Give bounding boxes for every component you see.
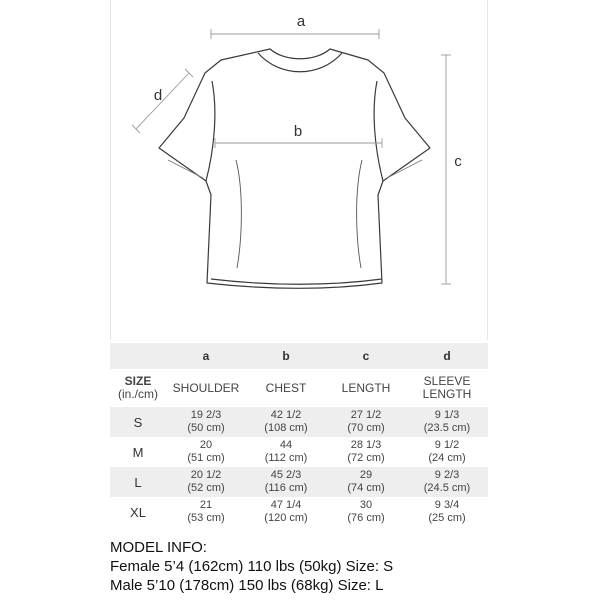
- table-cell: 21 (53 cm): [187, 499, 225, 524]
- header-top: CHEST: [265, 380, 307, 395]
- letter-cell-b: b: [246, 343, 326, 369]
- model-info-title: MODEL INFO:: [110, 539, 207, 556]
- size-header-top: SIZE: [124, 374, 152, 388]
- table-cell: 45 2/3 (116 cm): [246, 467, 326, 497]
- dimension-c-label: c: [454, 153, 462, 170]
- size-chart-table: [110, 343, 488, 527]
- letter-cell-size: [110, 343, 166, 369]
- table-cell: 30 (76 cm): [347, 499, 385, 524]
- table-cell: 28 1/3 (72 cm): [347, 439, 385, 464]
- letter-cell-a: a: [166, 343, 246, 369]
- dimension-d-label: d: [153, 87, 163, 104]
- table-letter-row: [110, 343, 488, 369]
- sleeve-length-column-header: [406, 369, 488, 407]
- table-cell: 9 3/4 (25 cm): [428, 499, 466, 524]
- model-info-line-female: Female 5’4 (162cm) 110 lbs (50kg) Size: S: [110, 558, 394, 575]
- header-bottom: LENGTH: [422, 387, 472, 401]
- table-row: [110, 497, 488, 527]
- dimension-a-line: [211, 29, 379, 39]
- size-header-bottom: (in./cm): [118, 387, 158, 401]
- table-cell: 44 (112 cm): [264, 439, 308, 464]
- shoulder-column-header: [166, 369, 246, 407]
- chest-column-header: [246, 369, 326, 407]
- table-cell: 42 1/2 (108 cm): [246, 407, 326, 437]
- table-header-row: [110, 369, 488, 407]
- dimension-d-line: [132, 69, 193, 133]
- size-cell: L: [110, 467, 166, 497]
- size-cell: XL: [130, 504, 146, 520]
- size-column-header: [110, 369, 166, 407]
- header-top: SHOULDER: [172, 380, 240, 395]
- table-cell: 47 1/4 (120 cm): [264, 499, 308, 524]
- table-row: [110, 437, 488, 467]
- dimension-a-label: a: [296, 13, 306, 30]
- table-cell: 9 1/3 (23.5 cm): [406, 407, 488, 437]
- table-cell: 29 (74 cm): [326, 467, 406, 497]
- table-cell: 9 1/2 (24 cm): [428, 439, 466, 464]
- letter-cell-c: c: [326, 343, 406, 369]
- table-row: [110, 407, 488, 437]
- table-cell: 20 1/2 (52 cm): [166, 467, 246, 497]
- table-cell: 20 (51 cm): [187, 439, 225, 464]
- model-info-line-male: Male 5’10 (178cm) 150 lbs (68kg) Size: L: [110, 577, 384, 594]
- size-cell: M: [132, 444, 144, 460]
- length-column-header: [326, 369, 406, 407]
- header-top: LENGTH: [341, 380, 391, 395]
- size-cell: S: [110, 407, 166, 437]
- dimension-b-label: b: [293, 123, 303, 140]
- table-row: [110, 467, 488, 497]
- table-cell: 9 2/3 (24.5 cm): [406, 467, 488, 497]
- table-cell: 19 2/3 (50 cm): [166, 407, 246, 437]
- tshirt-outline: [159, 49, 430, 288]
- dimension-c-line: [441, 55, 451, 284]
- table-cell: 27 1/2 (70 cm): [326, 407, 406, 437]
- letter-cell-d: d: [406, 343, 488, 369]
- model-info: [110, 538, 590, 595]
- header-top: SLEEVE: [423, 374, 471, 388]
